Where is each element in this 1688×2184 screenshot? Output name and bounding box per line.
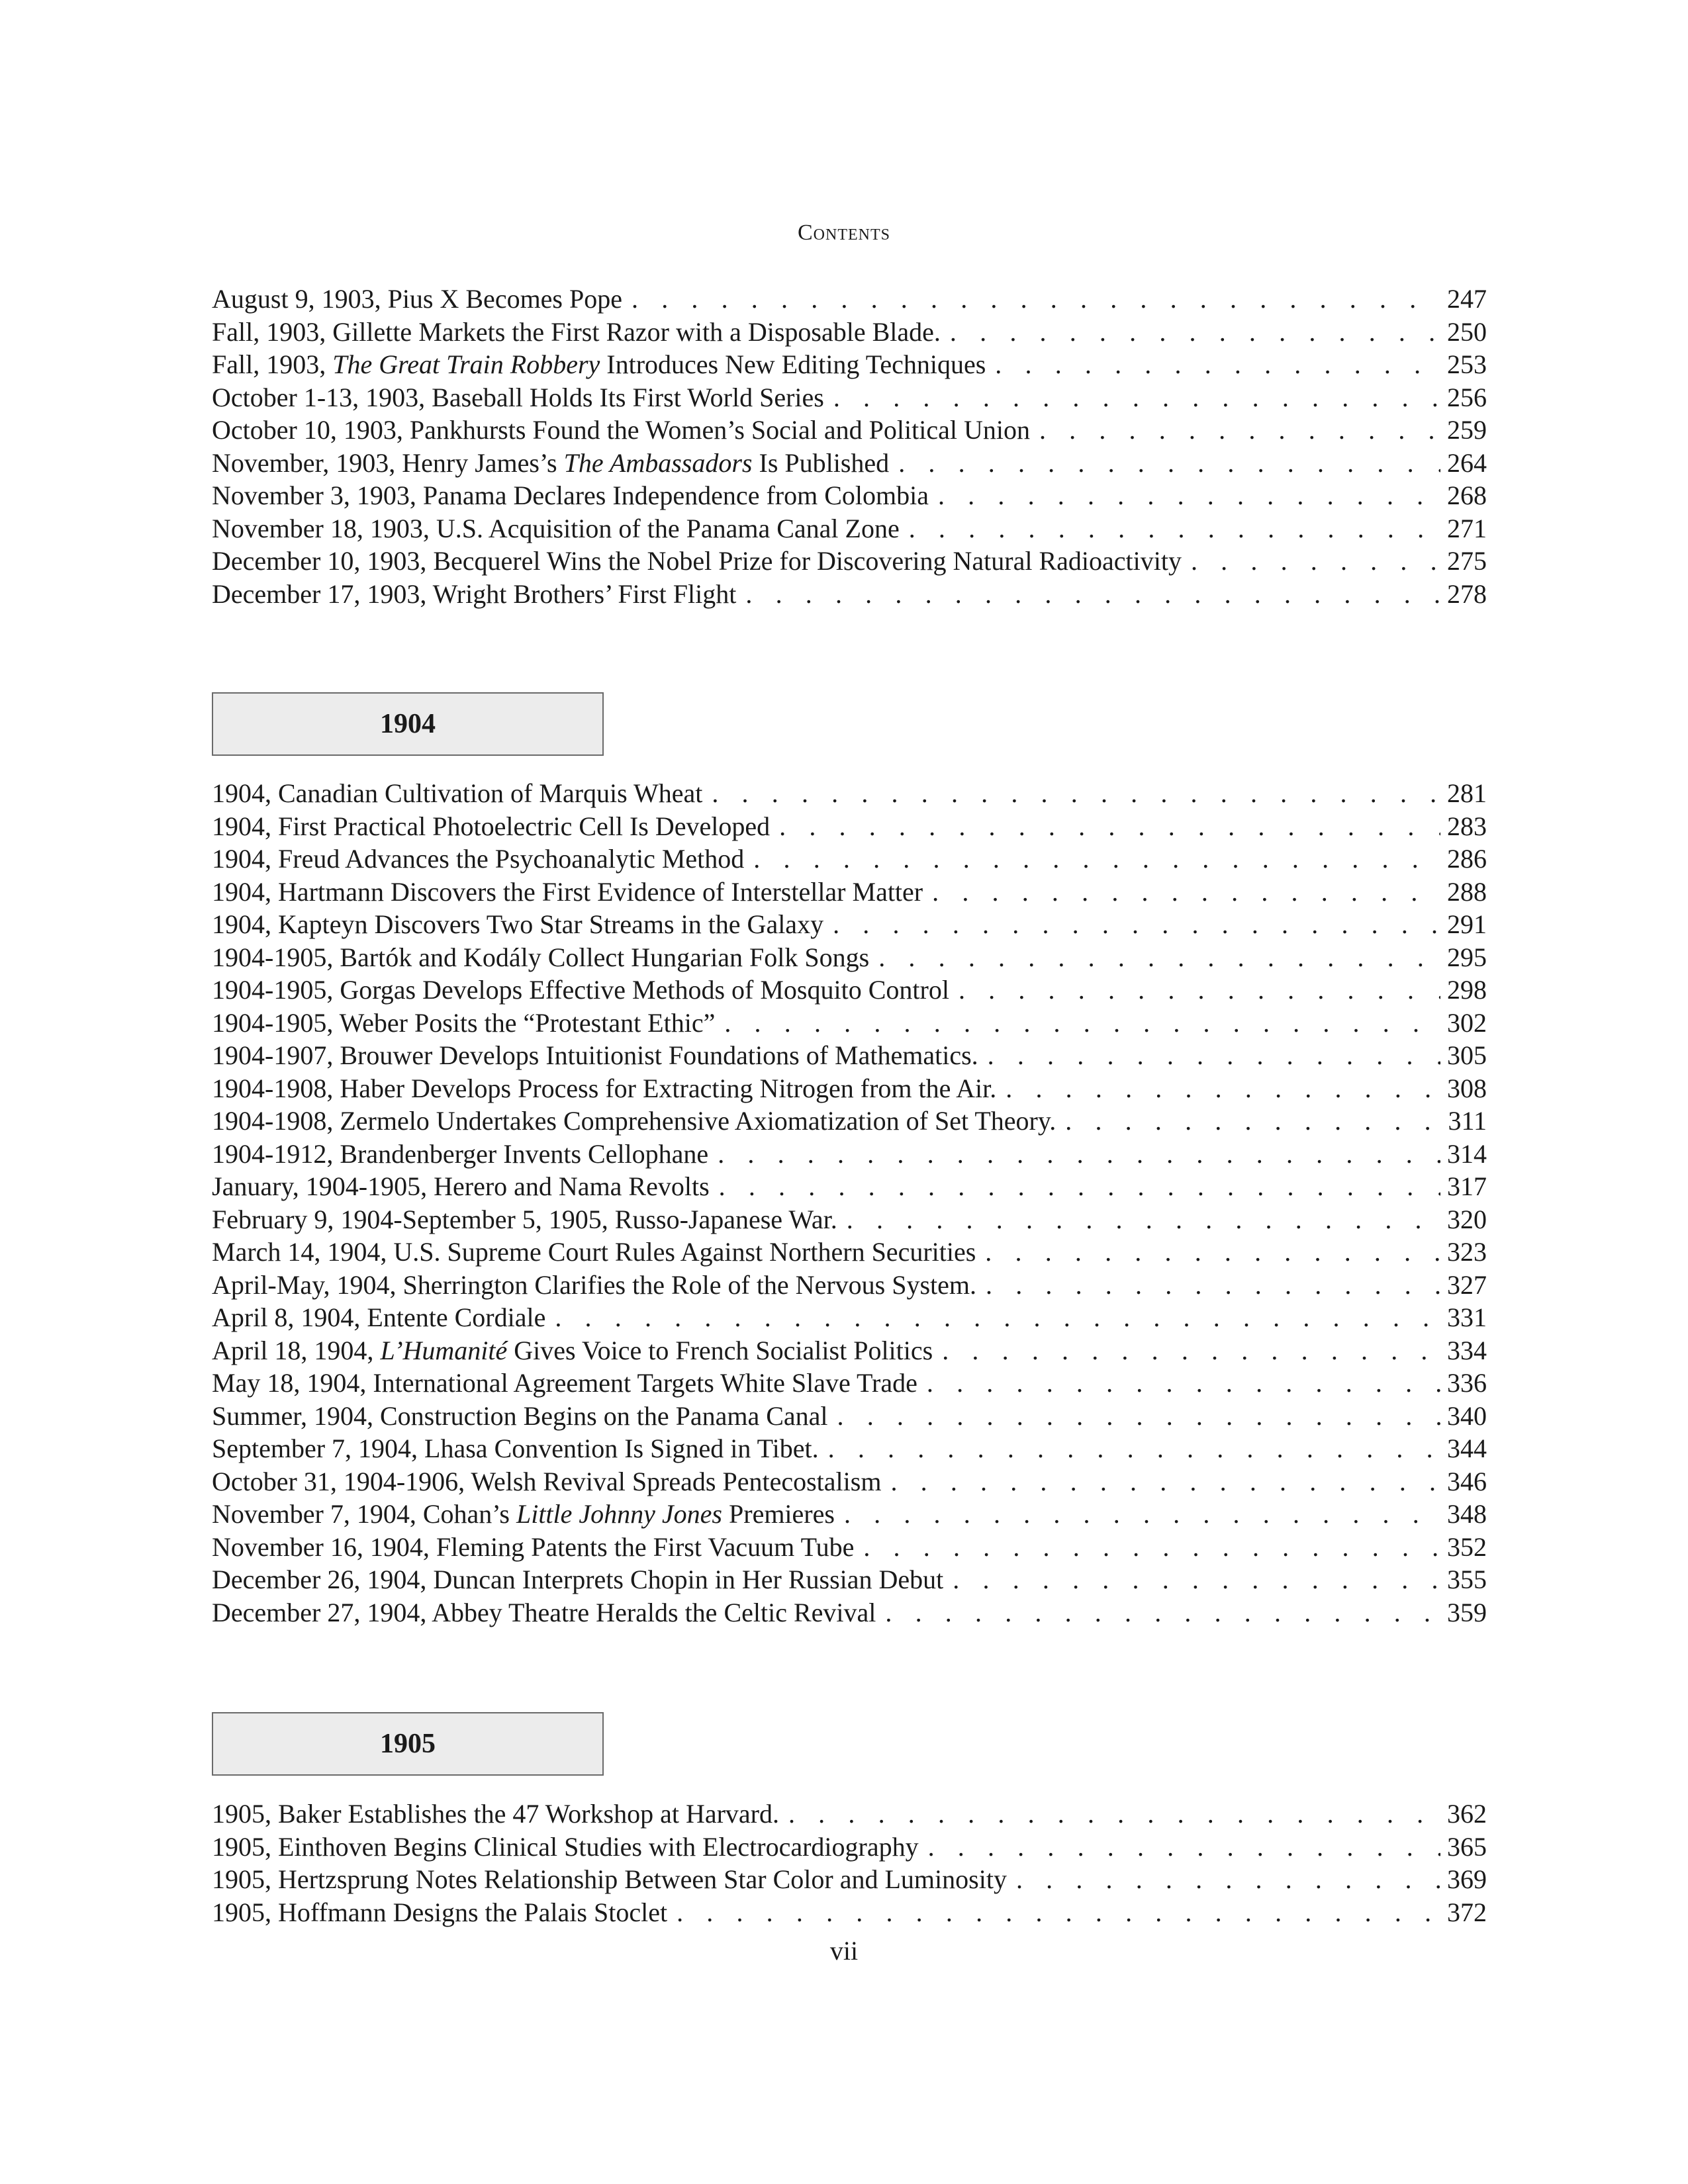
- toc-entry-title: [212, 876, 923, 909]
- toc-entry-page-number: 311: [1448, 1106, 1487, 1136]
- toc-entry: [212, 381, 1487, 414]
- dot-leader: [988, 1039, 1440, 1072]
- toc-entry-page-number: 372: [1447, 1897, 1487, 1927]
- toc-entry-title: [212, 908, 823, 941]
- toc-entry-page-number: 327: [1447, 1269, 1487, 1300]
- toc-entry-title-text: 1905, Hoffmann Designs the Palais Stoclet: [212, 1897, 668, 1927]
- toc-entry-page-number: 278: [1447, 578, 1487, 609]
- toc-entry-title: [212, 414, 1030, 447]
- dot-leader: [942, 1334, 1440, 1367]
- dot-leader: [878, 941, 1440, 974]
- toc-entry-title: [212, 479, 929, 512]
- toc-entry: [212, 1367, 1487, 1400]
- toc-entry-title: [212, 1531, 854, 1564]
- toc-entry-title: [212, 1301, 545, 1334]
- toc-entry-page-number: 348: [1447, 1499, 1487, 1529]
- dot-leader: [753, 842, 1440, 876]
- dot-leader: [950, 316, 1440, 349]
- toc-entry-title: [212, 1863, 1007, 1896]
- toc-entry-title-text: September 7, 1904, Lhasa Convention Is Signed in Tibet.: [212, 1433, 819, 1463]
- toc-entry-title-text: 1904-1908, Zermelo Undertakes Comprehensive Axiomatization of Set Theory.: [212, 1106, 1056, 1136]
- toc-entry-title-suffix: Gives Voice to French Socialist Politics: [507, 1335, 933, 1365]
- dot-leader: [938, 479, 1440, 512]
- dot-leader: [724, 1007, 1440, 1040]
- toc-entry: [212, 876, 1487, 909]
- dot-leader: [932, 876, 1440, 909]
- toc-entry-page-number: 305: [1447, 1040, 1487, 1070]
- toc-entry-page-number: 320: [1447, 1204, 1487, 1234]
- toc-entry: [212, 1072, 1487, 1105]
- toc-entry-page-number: 295: [1447, 942, 1487, 972]
- toc-entry-title: [212, 1334, 933, 1367]
- toc-entry-page-number: 344: [1447, 1433, 1487, 1463]
- toc-entry-title: [212, 777, 702, 810]
- toc-list-1905: [212, 1797, 1487, 1929]
- toc-entry: [212, 941, 1487, 974]
- dot-leader: [837, 1400, 1440, 1433]
- toc-entry-page-number: 340: [1447, 1400, 1487, 1431]
- toc-entry-title-text: 1904, Freud Advances the Psychoanalytic Method: [212, 844, 745, 874]
- toc-entry: [212, 447, 1487, 480]
- toc-entry-title: [212, 974, 949, 1007]
- toc-entry: [212, 545, 1487, 578]
- toc-entry-page-number: 314: [1447, 1138, 1487, 1169]
- toc-entry: [212, 1400, 1487, 1433]
- toc-entry-title: [212, 1039, 978, 1072]
- toc-entry-title: [212, 1105, 1056, 1138]
- toc-entry-title: [212, 842, 744, 876]
- toc-entry-page-number: 256: [1447, 382, 1487, 412]
- dot-leader: [890, 1465, 1440, 1498]
- toc-entry-title: [212, 1896, 667, 1929]
- toc-entry-page-number: 286: [1447, 844, 1487, 874]
- toc-entry-title-text: Fall, 1903,: [212, 349, 333, 379]
- toc-entry-page-number: 362: [1447, 1799, 1487, 1829]
- dot-leader: [1039, 414, 1440, 447]
- toc-entry: [212, 1105, 1487, 1138]
- toc-entry-title: [212, 941, 869, 974]
- year-heading-1905: 1905: [212, 1712, 604, 1776]
- toc-entry: [212, 1432, 1487, 1465]
- toc-entry: [212, 1797, 1487, 1831]
- toc-entry-title: [212, 1797, 779, 1831]
- toc-entry: [212, 1203, 1487, 1236]
- toc-entry: [212, 479, 1487, 512]
- toc-entry-italic-title: L’Humanité: [380, 1335, 508, 1365]
- toc-entry-title: [212, 578, 736, 611]
- toc-entry-page-number: 334: [1447, 1335, 1487, 1365]
- dot-leader: [828, 1432, 1440, 1465]
- toc-list-1904: [212, 777, 1487, 1629]
- running-head: Contents: [797, 220, 890, 245]
- dot-leader: [718, 1138, 1440, 1171]
- toc-entry: [212, 1863, 1487, 1896]
- toc-entry-title-suffix: Is Published: [752, 447, 890, 478]
- dot-leader: [928, 1831, 1440, 1864]
- toc-entry-page-number: 302: [1447, 1007, 1487, 1038]
- toc-entry-title-text: Summer, 1904, Construction Begins on the Panama Canal: [212, 1400, 828, 1431]
- toc-entry-title-text: August 9, 1903, Pius X Becomes Pope: [212, 284, 622, 314]
- toc-entry-page-number: 250: [1447, 316, 1487, 347]
- dot-leader: [745, 578, 1440, 611]
- dot-leader: [844, 1498, 1440, 1531]
- dot-leader: [909, 512, 1440, 545]
- toc-entry-italic-title: The Great Train Robbery: [332, 349, 600, 379]
- toc-entry: [212, 1465, 1487, 1498]
- toc-entry-page-number: 288: [1447, 876, 1487, 907]
- toc-entry-title-text: April 18, 1904,: [212, 1335, 381, 1365]
- toc-entry-title-text: 1904-1905, Gorgas Develops Effective Methods of Mosquito Control: [212, 975, 949, 1005]
- toc-entry-title: [212, 1138, 708, 1171]
- dot-leader: [985, 1236, 1440, 1269]
- toc-entry-title-text: 1904-1905, Bartók and Kodály Collect Hungarian Folk Songs: [212, 942, 870, 972]
- toc-entry-title: [212, 1269, 976, 1302]
- toc-entry-page-number: 331: [1447, 1302, 1487, 1332]
- toc-entry-title-text: 1904, Hartmann Discovers the First Evidence of Interstellar Matter: [212, 876, 923, 907]
- toc-entry-title: [212, 1400, 828, 1433]
- dot-leader: [1006, 1072, 1440, 1105]
- toc-entry-title-text: December 27, 1904, Abbey Theatre Heralds the Celtic Revival: [212, 1597, 876, 1627]
- dot-leader: [847, 1203, 1440, 1236]
- toc-entry-title-text: 1904, Kapteyn Discovers Two Star Streams in the Galaxy: [212, 909, 824, 939]
- toc-entry-title-text: 1904-1905, Weber Posits the “Protestant Ethic”: [212, 1007, 716, 1038]
- toc-entry-title: [212, 1831, 919, 1864]
- dot-leader: [863, 1531, 1440, 1564]
- toc-entry-title-text: November 16, 1904, Fleming Patents the First Vacuum Tube: [212, 1531, 855, 1562]
- toc-entry-title: [212, 1596, 876, 1629]
- toc-entry-title-text: November 7, 1904, Cohan’s: [212, 1499, 516, 1529]
- toc-entry-title: [212, 447, 889, 480]
- toc-entry: [212, 1301, 1487, 1334]
- dot-leader: [779, 810, 1440, 843]
- toc-entry: [212, 578, 1487, 611]
- page-number: vii: [829, 1936, 859, 1966]
- toc-entry-page-number: 359: [1447, 1597, 1487, 1627]
- toc-entry: [212, 1039, 1487, 1072]
- toc-entry-title-suffix: Premieres: [722, 1499, 835, 1529]
- toc-entry-page-number: 336: [1447, 1368, 1487, 1398]
- toc-entry-title: [212, 810, 770, 843]
- dot-leader: [959, 974, 1440, 1007]
- toc-entry: [212, 1236, 1487, 1269]
- toc-entry: [212, 283, 1487, 316]
- toc-entry-title: [212, 1236, 976, 1269]
- toc-entry: [212, 974, 1487, 1007]
- toc-entry-page-number: 317: [1447, 1171, 1487, 1201]
- toc-entry: [212, 1334, 1487, 1367]
- toc-entry-title-text: 1904, Canadian Cultivation of Marquis Wheat: [212, 778, 703, 808]
- toc-entry-title-text: March 14, 1904, U.S. Supreme Court Rules Against Northern Securities: [212, 1237, 976, 1267]
- toc-entry-page-number: 281: [1447, 778, 1487, 808]
- dot-leader: [953, 1563, 1440, 1596]
- toc-entry-page-number: 355: [1447, 1565, 1487, 1594]
- toc-entry: [212, 908, 1487, 941]
- toc-entry: [212, 1170, 1487, 1203]
- toc-entry: [212, 1498, 1487, 1531]
- toc-entry-title: [212, 1072, 996, 1105]
- toc-entry-page-number: 268: [1447, 480, 1487, 510]
- toc-entry: [212, 348, 1487, 381]
- dot-leader: [833, 381, 1440, 414]
- toc-entry-title-text: 1904-1907, Brouwer Develops Intuitionist Foundations of Mathematics.: [212, 1040, 978, 1070]
- toc-entry: [212, 1138, 1487, 1171]
- toc-entry-page-number: 247: [1447, 284, 1487, 314]
- toc-entry: [212, 842, 1487, 876]
- toc-entry-page-number: 271: [1447, 513, 1487, 543]
- toc-entry-title: [212, 1498, 835, 1531]
- toc-entry: [212, 1007, 1487, 1040]
- toc-entry-title: [212, 1203, 837, 1236]
- toc-entry-page-number: 291: [1447, 909, 1487, 939]
- toc-entry-page-number: 275: [1447, 546, 1487, 576]
- toc-entry: [212, 316, 1487, 349]
- toc-entry-title: [212, 512, 900, 545]
- dot-leader: [788, 1797, 1440, 1831]
- toc-entry-title-text: 1905, Baker Establishes the 47 Workshop at Harvard.: [212, 1799, 779, 1829]
- dot-leader: [927, 1367, 1440, 1400]
- dot-leader: [632, 283, 1440, 316]
- toc-entry-title: [212, 1465, 881, 1498]
- toc-entry-title: [212, 316, 941, 349]
- toc-entry-title: [212, 1367, 917, 1400]
- dot-leader: [1016, 1863, 1440, 1896]
- toc-entry-title: [212, 348, 986, 381]
- toc-entry-title-text: 1904, First Practical Photoelectric Cell Is Developed: [212, 811, 771, 841]
- toc-entry-title-text: December 17, 1903, Wright Brothers’ First Flight: [212, 578, 737, 609]
- toc-entry: [212, 1596, 1487, 1629]
- toc-entry-title-text: October 1-13, 1903, Baseball Holds Its First World Series: [212, 382, 824, 412]
- toc-entry: [212, 1269, 1487, 1302]
- toc-entry-title: [212, 1170, 710, 1203]
- dot-leader: [995, 348, 1440, 381]
- dot-leader: [885, 1596, 1440, 1629]
- toc-entry-title-text: Fall, 1903, Gillette Markets the First Razor with a Disposable Blade.: [212, 316, 941, 347]
- toc-entry-italic-title: The Ambassadors: [563, 447, 753, 478]
- toc-entry-page-number: 298: [1447, 975, 1487, 1005]
- toc-entry-page-number: 253: [1447, 349, 1487, 379]
- toc-entry: [212, 1831, 1487, 1864]
- toc-entry-title-text: December 10, 1903, Becquerel Wins the Nobel Prize for Discovering Natural Radioactivity: [212, 546, 1182, 576]
- toc-entry-title-text: December 26, 1904, Duncan Interprets Chopin in Her Russian Debut: [212, 1565, 944, 1594]
- toc-entry-page-number: 323: [1447, 1237, 1487, 1267]
- toc-entry-italic-title: Little Johnny Jones: [516, 1499, 722, 1529]
- dot-leader: [677, 1896, 1440, 1929]
- toc-entry-title-suffix: Introduces New Editing Techniques: [600, 349, 986, 379]
- toc-entry-title-text: October 31, 1904-1906, Welsh Revival Spreads Pentecostalism: [212, 1466, 882, 1496]
- toc-entry-page-number: 352: [1447, 1531, 1487, 1562]
- toc-entry-page-number: 283: [1447, 811, 1487, 841]
- toc-entry-title-text: May 18, 1904, International Agreement Targets White Slave Trade: [212, 1368, 917, 1398]
- toc-entry-title: [212, 1007, 715, 1040]
- toc-entry-title-text: November, 1903, Henry James’s: [212, 447, 564, 478]
- toc-entry-page-number: 365: [1447, 1831, 1487, 1862]
- toc-entry: [212, 777, 1487, 810]
- toc-entry: [212, 1531, 1487, 1564]
- toc-entry-title-text: April 8, 1904, Entente Cordiale: [212, 1302, 546, 1332]
- dot-leader: [555, 1301, 1440, 1334]
- toc-entry: [212, 512, 1487, 545]
- toc-entry: [212, 810, 1487, 843]
- toc-entry: [212, 414, 1487, 447]
- toc-entry-title-text: April-May, 1904, Sherrington Clarifies the Role of the Nervous System.: [212, 1269, 976, 1300]
- toc-entry: [212, 1896, 1487, 1929]
- dot-leader: [712, 777, 1440, 810]
- toc-entry-title-text: 1905, Einthoven Begins Clinical Studies with Electrocardiography: [212, 1831, 919, 1862]
- dot-leader: [898, 447, 1440, 480]
- toc-entry-title-text: 1904-1912, Brandenberger Invents Cellophane: [212, 1138, 709, 1169]
- toc-entry-page-number: 369: [1447, 1864, 1487, 1894]
- toc-entry-title-text: 1905, Hertzsprung Notes Relationship Between Star Color and Luminosity: [212, 1864, 1007, 1894]
- toc-entry-title: [212, 381, 824, 414]
- toc-entry-title: [212, 1563, 943, 1596]
- toc-entry-title-text: October 10, 1903, Pankhursts Found the Women’s Social and Political Union: [212, 415, 1030, 445]
- dot-leader: [1191, 545, 1440, 578]
- toc-entry-title-text: November 18, 1903, U.S. Acquisition of the Panama Canal Zone: [212, 513, 900, 543]
- dot-leader: [1065, 1105, 1441, 1138]
- toc-entry-title-text: 1904-1908, Haber Develops Process for Extracting Nitrogen from the Air.: [212, 1073, 997, 1103]
- year-heading-1904: 1904: [212, 692, 604, 756]
- toc-entry-page-number: 308: [1447, 1073, 1487, 1103]
- toc-entry-page-number: 264: [1447, 447, 1487, 478]
- toc-entry-title: [212, 1432, 819, 1465]
- dot-leader: [986, 1269, 1440, 1302]
- toc-entry-title-text: November 3, 1903, Panama Declares Independence from Colombia: [212, 480, 929, 510]
- toc-entry-title-text: February 9, 1904-September 5, 1905, Russo-Japanese War.: [212, 1204, 837, 1234]
- toc-entry-page-number: 346: [1447, 1466, 1487, 1496]
- toc-entry-page-number: 259: [1447, 415, 1487, 445]
- dot-leader: [719, 1170, 1440, 1203]
- toc-entry: [212, 1563, 1487, 1596]
- toc-list-1903: [212, 283, 1487, 610]
- toc-entry-title: [212, 283, 622, 316]
- dot-leader: [833, 908, 1440, 941]
- toc-entry-title: [212, 545, 1182, 578]
- toc-entry-title-text: January, 1904-1905, Herero and Nama Revolts: [212, 1171, 710, 1201]
